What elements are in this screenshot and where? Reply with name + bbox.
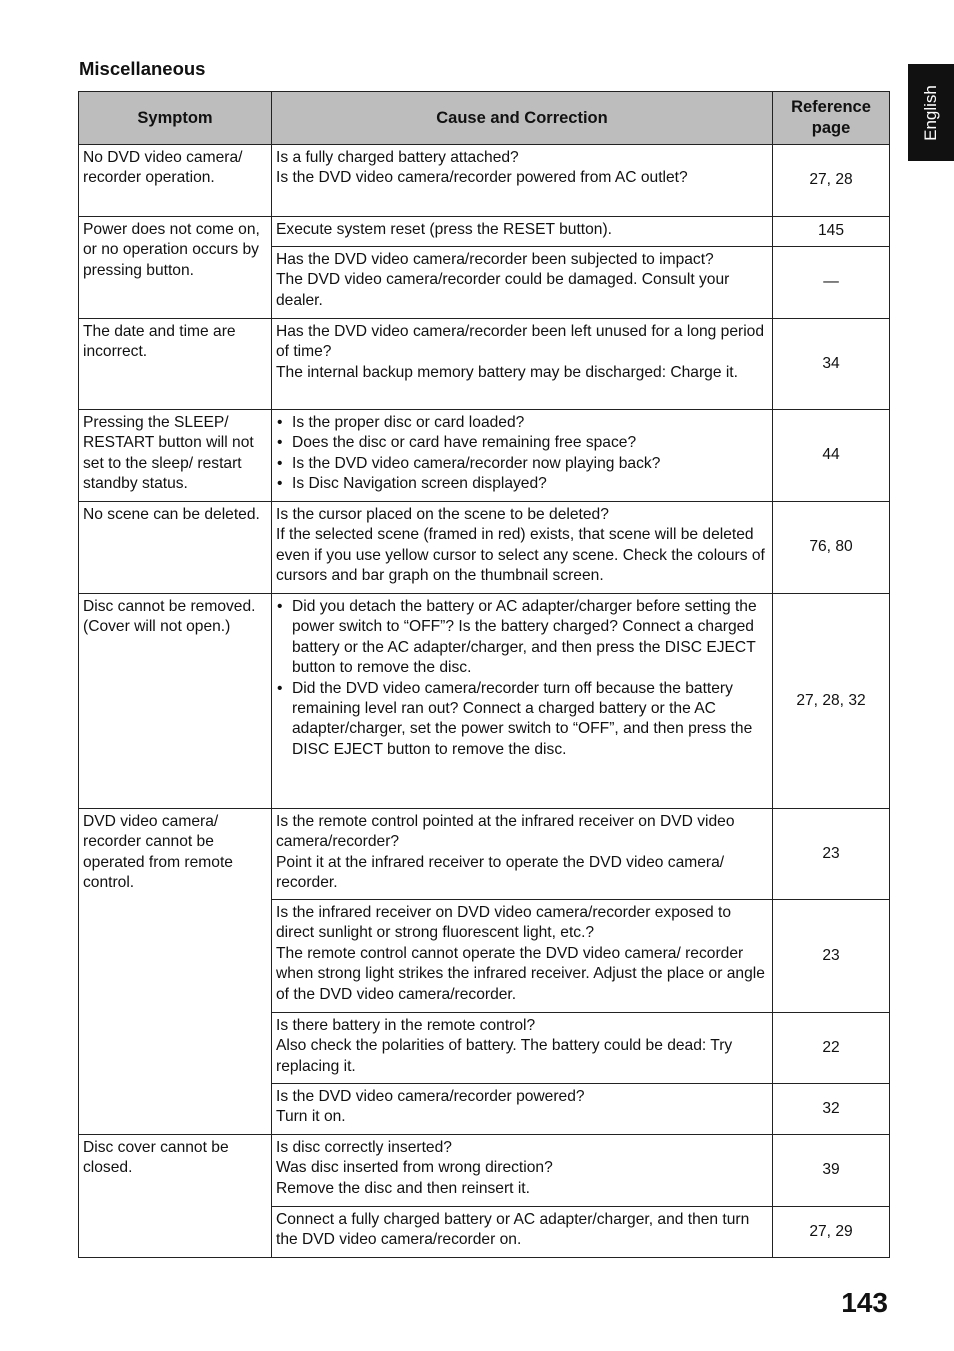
reference-cell: 76, 80 [773,502,890,594]
cause-line: The internal backup memory battery may be discharged: Charge it. [276,363,738,381]
reference-cell: 22 [773,1013,890,1084]
page-number: 143 [841,1287,888,1318]
reference-cell: 44 [773,410,890,502]
cause-cell [272,145,773,217]
header-reference: Reference page [773,92,890,145]
cause-line: Is the remote control pointed at the infrared receiver on DVD video camera/recorder? [276,813,735,851]
cause-line: Is the cursor placed on the scene to be deleted? [276,506,609,523]
symptom-cell: DVD video camera/ recorder cannot be operated from remote control. [79,809,272,1135]
cause-line: Turn it on. [276,1108,346,1126]
cause-line: Is the DVD video camera/recorder powered from AC outlet? [276,169,688,187]
cause-bullet-list [276,413,768,495]
symptom-cell: No scene can be deleted. [79,502,272,594]
table-row [79,410,890,502]
reference-cell: — [773,247,890,319]
cause-bullet: • Did you detach the battery or AC adapter/charger before setting the power switch to “OFF”? Is the battery charged? Connect a charged battery or the AC adapter/charger, and then press the DISC EJECT button to remove the disc. [276,597,768,679]
cause-line: Has the DVD video camera/recorder been subjected to impact? [276,251,714,268]
symptom-cell: Pressing the SLEEP/ RESTART button will not set to the sleep/ restart standby status. [79,410,272,502]
section-title: Miscellaneous [79,58,206,79]
reference-cell: 27, 28 [773,145,890,217]
reference-cell: 34 [773,319,890,410]
cause-cell [272,1084,773,1135]
cause-line: Also check the polarities of battery. The battery could be dead: Try replacing it. [276,1037,733,1075]
reference-cell: 32 [773,1084,890,1135]
table-row [79,319,890,410]
cause-cell [272,594,773,809]
cause-line: Is disc correctly inserted? [276,1139,452,1156]
symptom-cell: The date and time are incorrect. [79,319,272,410]
reference-cell: 23 [773,900,890,1013]
cause-cell [272,1013,773,1084]
cause-line: The DVD video camera/recorder could be damaged. Consult your dealer. [276,271,730,309]
cause-bullet-list [276,597,768,760]
cause-line: If the selected scene (framed in red) exists, that scene will be deleted even if you use yellow cursor to select any scene. Check the colours of cursors and bar graph on the thumbnail screen. [276,526,765,585]
symptom-line: (Cover will not open.) [83,618,231,636]
cause-line: Is a fully charged battery attached? [276,149,519,166]
cause-cell [272,1207,773,1258]
cause-line: Is the DVD video camera/recorder powered? [276,1088,585,1105]
reference-cell: 27, 29 [773,1207,890,1258]
cause-cell [272,319,773,410]
cause-cell [272,1135,773,1207]
table-row [79,594,890,809]
cause-line: Was disc inserted from wrong direction? [276,1159,553,1177]
table-header-row [79,92,890,145]
cause-cell [272,247,773,319]
language-tab-label: English [921,84,941,141]
cause-line: Is the infrared receiver on DVD video camera/recorder exposed to direct sunlight or strong fluorescent light, etc.? [276,904,732,942]
cause-cell [272,217,773,247]
header-symptom: Symptom [79,92,272,145]
troubleshooting-table [78,91,890,1258]
symptom-cell: Power does not come on, or no operation occurs by pressing button. [79,217,272,319]
cause-cell [272,809,773,900]
table-row [79,502,890,594]
table-row [79,217,890,247]
table-row [79,145,890,217]
cause-bullet: • Did the DVD video camera/recorder turn off because the battery remaining level ran out? Connect a charged battery or the AC adapter/charger, set the power switch to “OFF”, and then press the DISC EJECT button to remove the disc. [276,679,768,761]
cause-bullet: • Is the proper disc or card loaded? [276,413,768,433]
cause-cell [272,410,773,502]
cause-bullet: • Does the disc or card have remaining free space? [276,433,768,453]
symptom-cell [79,594,272,809]
cause-line: The remote control cannot operate the DVD video camera/ recorder when strong light strikes the infrared receiver. Adjust the place or angle of the DVD video camera/recorder. [276,944,765,1003]
language-tab [908,64,954,161]
header-cause: Cause and Correction [272,92,773,145]
cause-bullet: • Is the DVD video camera/recorder now playing back? [276,454,768,474]
cause-line: Execute system reset (press the RESET button). [276,221,612,238]
cause-cell [272,900,773,1013]
table-row [79,809,890,900]
symptom-cell: No DVD video camera/ recorder operation. [79,145,272,217]
cause-cell [272,502,773,594]
cause-line: Remove the disc and then reinsert it. [276,1179,530,1197]
cause-line: Is there battery in the remote control? [276,1017,536,1034]
cause-line: Connect a fully charged battery or AC adapter/charger, and then turn the DVD video camera/recorder on. [276,1211,750,1249]
table-row [79,1135,890,1207]
reference-cell: 27, 28, 32 [773,594,890,809]
cause-line: Has the DVD video camera/recorder been left unused for a long period of time? [276,323,765,361]
reference-cell: 23 [773,809,890,900]
symptom-cell: Disc cover cannot be closed. [79,1135,272,1258]
symptom-line: Disc cannot be removed. [83,598,256,615]
reference-cell: 145 [773,217,890,247]
reference-cell: 39 [773,1135,890,1207]
cause-bullet: • Is Disc Navigation screen displayed? [276,474,768,494]
cause-line: Point it at the infrared receiver to operate the DVD video camera/ recorder. [276,853,725,892]
